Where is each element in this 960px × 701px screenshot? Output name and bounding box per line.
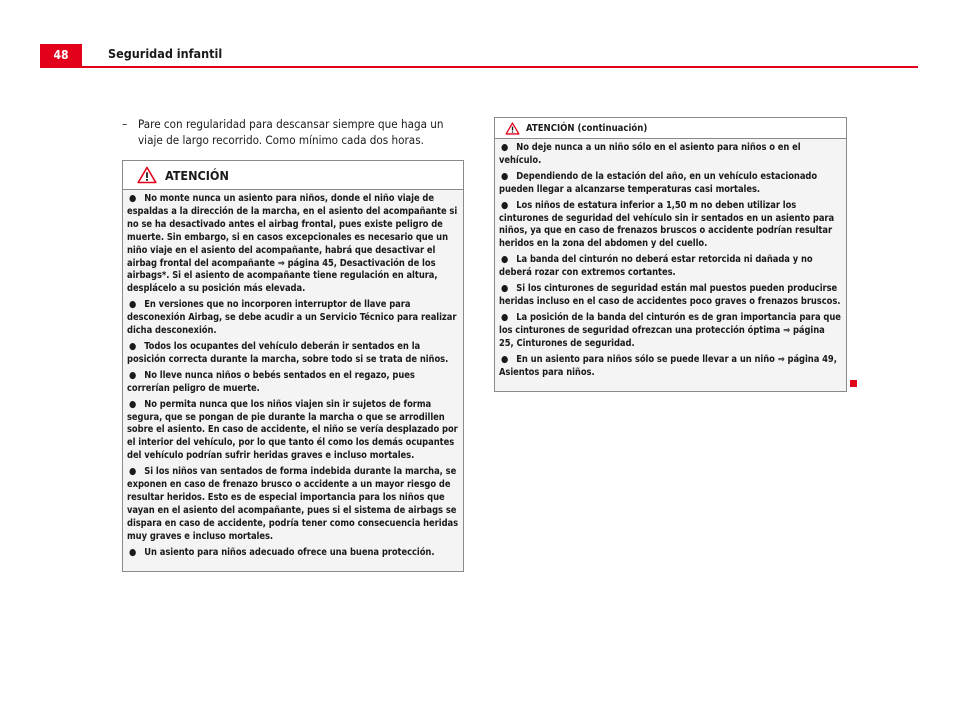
dash-marker: – <box>122 117 128 131</box>
bullet-icon: ● <box>129 193 137 204</box>
warning-item-text: No deje nunca a un niño sólo en el asiento para niños o en el vehículo. <box>499 142 801 166</box>
warning-item-text: Todos los ocupantes del vehículo deberán ir sentados en la posición correcta durante la marcha, sobre todo si se trata de niños. <box>127 340 449 365</box>
warning-item-text: En un asiento para niños sólo se puede llevar a un niño ⇒ página 49, Asientos para niños. <box>499 353 837 378</box>
warning-item-text: La banda del cinturón no deberá estar retorcida ni dañada y no deberá rozar con extremos cortantes. <box>499 254 813 279</box>
warning-triangle-icon <box>505 122 520 135</box>
bullet-icon: ● <box>129 369 137 381</box>
bullet-icon: ● <box>501 311 509 323</box>
warning-item-text: No monte nunca un asiento para niños, donde el niño viaje de espaldas a la dirección de la marcha, en el asiento del acompañante si no se ha desactivado antes el airbag frontal, pues existe peligro de muerte. Sin embargo, si en casos excepcionales es necesario que un niño viaje en el asiento del acompañante, habrá que desactivar el airbag frontal del acompañante ⇒ página 45, Desactivación de los airbags*. Si el asiento de acompañante tiene regulación en altura, desplácelo a su posición más elevada. <box>127 193 458 295</box>
warning-item <box>127 399 459 464</box>
bullet-icon: ● <box>129 466 137 478</box>
warning-item <box>499 312 842 351</box>
warning-item <box>499 142 842 168</box>
warning-item <box>499 200 842 252</box>
section-end-marker <box>850 380 857 387</box>
warning-item-text: Los niños de estatura inferior a 1,50 m no deben utilizar los cinturones de seguridad del vehículo sin ir sentados en un asiento para niños, ya que en caso de frenazos bruscos o accidente podrían resultar heridos en la zona del abdomen y del cuello. <box>499 199 835 250</box>
left-column <box>122 116 464 148</box>
bullet-icon: ● <box>129 299 137 311</box>
warning-box-right <box>494 117 847 392</box>
warning-box-left <box>122 160 464 572</box>
intro-dash-item <box>122 116 464 148</box>
warning-title: ATENCIÓN (continuación) <box>526 122 648 134</box>
warning-item-text: La posición de la banda del cinturón es de gran importancia para que los cinturones de seguridad ofrezcan una protección óptima ⇒ página 25, Cinturones de seguridad. <box>499 311 841 349</box>
warning-item <box>127 193 459 296</box>
warning-item <box>127 299 459 338</box>
warning-item <box>127 341 459 367</box>
section-title: Seguridad infantil <box>108 46 223 61</box>
bullet-icon: ● <box>501 199 509 211</box>
warning-item-text: No permita nunca que los niños viajen sin ir sujetos de forma segura, que se pongan de pie durante la marcha o que se arrodillen sobre el asiento. En caso de accidente, el niño se vería desplazado por el interior del vehículo, por lo que tanto él como los demás ocupantes del vehículo podrían sufrir heridas graves e incluso mortales. <box>127 398 458 462</box>
warning-item-text: En versiones que no incorporen interruptor de llave para desconexión Airbag, se debe acudir a un Servicio Técnico para realizar dicha desconexión. <box>127 299 457 337</box>
page-header <box>40 44 918 66</box>
bullet-icon: ● <box>129 546 137 558</box>
warning-item <box>127 466 459 543</box>
bullet-icon: ● <box>501 170 509 182</box>
warning-header-left <box>123 161 463 190</box>
bullet-icon: ● <box>501 142 509 153</box>
bullet-icon: ● <box>501 254 509 266</box>
page-number: 48 <box>40 44 82 66</box>
warning-item <box>499 171 842 197</box>
warning-triangle-icon <box>137 166 157 184</box>
warning-header-right <box>495 118 846 139</box>
warning-item-text: Un asiento para niños adecuado ofrece una buena protección. <box>144 546 435 558</box>
warning-body-left <box>123 190 463 563</box>
warning-item <box>499 283 842 309</box>
warning-title: ATENCIÓN <box>165 167 229 183</box>
bullet-icon: ● <box>501 283 509 295</box>
warning-item-text: Si los cinturones de seguridad están mal puestos pueden producirse heridas incluso en el caso de accidentes poco graves o frenazos bruscos. <box>499 283 841 307</box>
bullet-icon: ● <box>129 340 137 352</box>
warning-item-text: No lleve nunca niños o bebés sentados en el regazo, pues correrían peligro de muerte. <box>127 369 415 394</box>
bullet-icon: ● <box>129 398 137 410</box>
warning-item <box>499 354 842 380</box>
header-rule <box>40 66 918 68</box>
warning-item-text: Dependiendo de la estación del año, en un vehículo estacionado pueden llegar a alcanzarse temperaturas casi mortales. <box>499 170 818 195</box>
warning-item-text: Si los niños van sentados de forma indebida durante la marcha, se exponen en caso de frenazo brusco o accidente a un mayor riesgo de resultar heridos. Esto es de especial importancia para los niños que vayan en el asiento del acompañante, pues si el sistema de airbags se dispara en caso de accidente, podría tener como consecuencia heridas muy graves e incluso mortales. <box>127 466 459 542</box>
warning-item <box>127 547 459 560</box>
warning-item <box>127 370 459 396</box>
intro-text: Pare con regularidad para descansar siempre que haga un viaje de largo recorrido. Como mínimo cada dos horas. <box>138 117 444 147</box>
warning-body-right <box>495 139 846 383</box>
warning-item <box>499 254 842 280</box>
bullet-icon: ● <box>501 353 509 365</box>
